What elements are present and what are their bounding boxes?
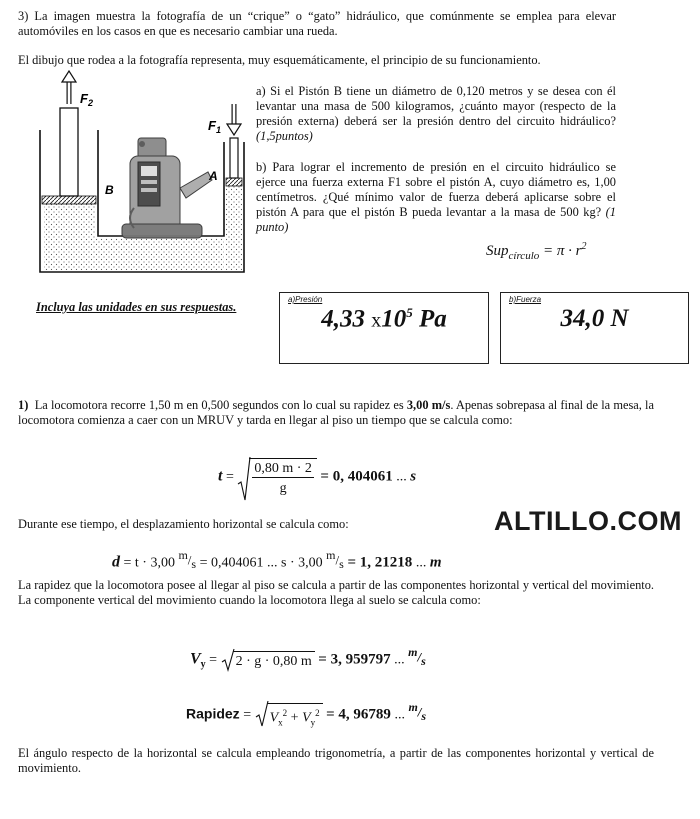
part-b-text: b) Para lograr el incremento de presión en el circuito hidráulico se ejerce una fuerza externa F1 sobre el pistón A, cuyo diámetro es, 1,00 centímetros. ¿Qué mínimo valor de fuerza deberá aplicarse sobre el pistón A para que el pistón B pueda levantar a la masa de 500 kg?: [256, 160, 616, 219]
fluid-bottom: [96, 238, 224, 270]
watermark-logo: ALTILLO.COM: [494, 506, 682, 536]
arrow-down-icon: [227, 124, 241, 135]
f2-label: $F_2$: [80, 91, 93, 108]
answer-b-value: 34,0 N: [560, 305, 629, 332]
piston-b: [42, 196, 96, 204]
label-a: A: [209, 169, 218, 183]
problem1-angle-text: El ángulo respecto de la horizontal se calcula empleando trigonometría, a partir de las componentes horizontal y vertical de movimiento.: [18, 746, 654, 775]
answer-b-label: b)Fuerza: [509, 295, 542, 304]
part-a-text: a) Si el Pistón B tiene un diámetro de 0,120 metros y se desea con él levantar una masa de 500 kilogramos, ¿cuánto mayor (respecto de la presión externa) deberá ser la presión dentro del circuito hidráulico?: [256, 84, 616, 128]
piston-b-rod: [60, 108, 78, 196]
answer-box-a: [279, 292, 489, 364]
piston-a: [226, 178, 242, 186]
part-b-points: (1 punto): [256, 205, 616, 234]
jack-photo: [122, 138, 212, 238]
answer-a-label: a)Presión: [288, 295, 323, 304]
problem3-description: El dibujo que rodea a la fotografía representa, muy esquemáticamente, el principio de su funcionamiento.: [18, 53, 541, 67]
label-b: B: [105, 183, 114, 197]
piston-a-rod: [230, 138, 238, 178]
answer-a-value: 4,33 $x10^5$ Pa: [321, 305, 447, 333]
fluid-left: [44, 204, 96, 270]
part-a: [256, 84, 616, 144]
problem1-displacement-text: Durante ese tiempo, el desplazamiento horizontal se calcula como:: [18, 517, 349, 531]
hydraulic-jack-diagram: [30, 68, 250, 278]
problem3-intro: [18, 9, 616, 39]
area-formula: $Sup_{círculo} = \pi \cdot r^2$: [486, 241, 587, 262]
part-b: [256, 160, 616, 235]
equation-displacement: d = t · 3,00 $^m/_s = 0,404061$ ... s · 3,00 $^m/_s = 1$, 21218 ... m: [112, 548, 442, 571]
arrow-up-icon: [62, 71, 76, 82]
equation-vy: $V_y$ = 2 · g · 0,80 m = 3, 959797 ... $^m/_s$: [190, 645, 426, 671]
problem1-speed-text: La rapidez que la locomotora posee al llegar al piso se calcula a partir de las componentes horizontal y vertical del movimiento. La componente vertical del movimiento cuando la locomotora llega al suelo se calcula como:: [18, 578, 654, 607]
equation-speed: Rapidez = $V_x^2 + V_y^2 = 4$, 96789 ... $^m/_s$: [186, 700, 427, 728]
answer-box-b: [500, 292, 689, 364]
problem1-intro: 1) La locomotora recorre 1,50 m en 0,500 segundos con lo cual su rapidez es 3,00 m/s. Apenas sobrepasa al final de la mesa, la locomotora comienza a caer con un MRUV y tarda en llegar al piso un tiempo que se calcula como:: [18, 398, 655, 427]
fluid-right: [226, 186, 242, 270]
units-note: Incluya las unidades en sus respuestas.: [36, 300, 237, 314]
f1-label: $F_1$: [208, 118, 221, 135]
problem3-intro-text: 3) La imagen muestra la fotografía de un “crique” o “gato” hidráulico, que comúnmente se emplea para elevar automóviles en los casos en que es necesario cambiar una rueda.: [18, 9, 616, 38]
part-a-points: (1,5puntos): [256, 129, 313, 143]
equation-time: t = $\frac{0,80 m \cdot 2}{g}$ = 0, 404061 ... s: [218, 458, 416, 497]
